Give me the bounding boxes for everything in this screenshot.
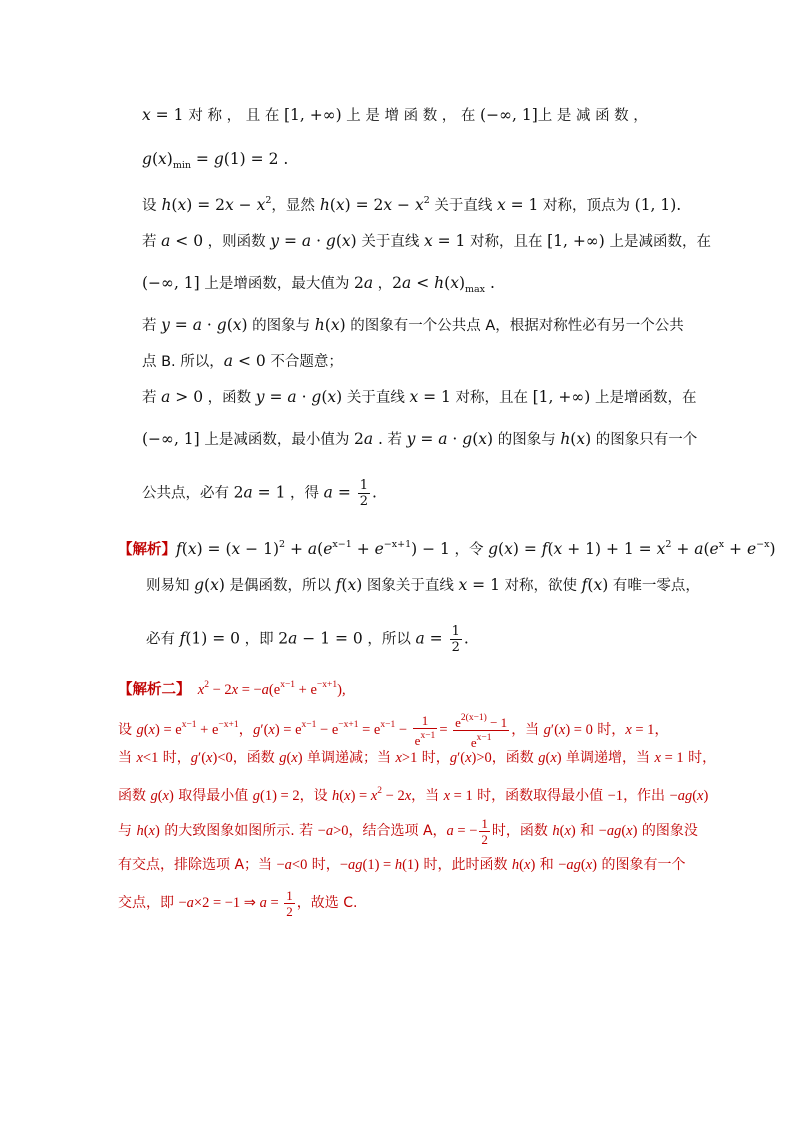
solution-line-10: 公共点，必有 2a = 1 ，得 a = $\frac{1}{2}$ . (142, 478, 377, 509)
solution-line-9: (−∞, 1] 上是减函数，最小值为 2a . 若 y = a · g(x) 的图象与 h(x) 的图象只有一个 (142, 430, 698, 448)
solution-line-7: 点 B. 所以，a < 0 不合题意； (142, 352, 343, 370)
analysis-line-3: 必有 f(1) = 0 ，即 2a − 1 = 0 ，所以 a = $\frac{1}{2}$ . (146, 624, 469, 655)
solution-line-3: 设 $h(x) = 2x - x^2$，显然 $h(x) = 2x - x^2$ 关于直线 x = 1 对称，顶点为 (1, 1). (142, 195, 682, 214)
solution-line-2: $g(x)_{min} = g(1) = 2$ . (142, 150, 289, 171)
solution-line-8: 若 a > 0 ，函数 y = a · g(x) 关于直线 x = 1 对称，且在 [1, +∞) 上是增函数，在 (142, 388, 697, 406)
analysis2-label: 【解析二】 (118, 682, 191, 698)
analysis-line-2: 则易知 g(x) 是偶函数，所以 f(x) 图象关于直线 x = 1 对称，欲使 f(x) 有唯一零点， (146, 576, 700, 594)
analysis2-line-3: 当 x<1 时，g′(x)<0，函数 g(x) 单调递减；当 x>1 时，g′(x)>0，函数 g(x) 单调递增，当 x = 1 时， (118, 750, 717, 766)
analysis2-line-5: 与 h(x) 的大致图象如图所示. 若 −a>0，结合选项 A，a = − $\frac{1}{2}$ 时，函数 h(x) 和 −ag(x) 的图象没 (118, 816, 698, 847)
analysis2-line-2: 设 $g(x) = e^{x-1} + e^{-x+1}$，$g'(x) = e^{x-1} - e^{-x+1} = e^{x-1}$ − $\frac{1}{e^{x-1}}$ = $\frac{e^{2(x-1)} - 1}{e^{x-1}}$ ，当 g′(x) = 0 时，x = 1， (118, 713, 669, 750)
analysis2-line-1: 【解析二】 $x^2 - 2x = -a(e^{x-1} + e^{-x+1})$, (118, 680, 346, 698)
analysis-label: 【解析】 (118, 542, 176, 558)
analysis2-line-6: 有交点，排除选项 A；当 −a<0 时，−ag(1) = h(1) 时，此时函数 h(x) 和 −ag(x) 的图象有一个 (118, 857, 686, 873)
analysis2-line-4: 函数 g(x) 取得最小值 g(1) = 2，设 $h(x) = x^2 - 2x$，当 x = 1 时，函数取得最小值 −1，作出 −ag(x) (118, 786, 709, 804)
solution-line-4: 若 a < 0 ，则函数 y = a · g(x) 关于直线 x = 1 对称，且在 [1, +∞) 上是减函数，在 (142, 232, 711, 250)
solution-line-5: (−∞, 1] 上是增函数，最大值为 2a ，$2a < h(x)_{max}$ . (142, 274, 495, 295)
solution-line-1: x = 1 对 称 ， 且 在 [1, +∞) 上 是 增 函 数 ， 在 (−∞, 1]上 是 减 函 数 ， (142, 106, 648, 124)
solution-line-6: 若 y = a · g(x) 的图象与 h(x) 的图象有一个公共点 A，根据对称性必有另一个公共 (142, 316, 684, 334)
analysis2-line-7: 交点，即 −a×2 = −1 ⇒ a = $\frac{1}{2}$ ，故选 C. (118, 888, 358, 919)
analysis-line-1: 【解析】$f(x) = (x - 1)^2 + a(e^{x-1} + e^{-x+1}) - 1$ ，令 $g(x) = f(x + 1) + 1 = x^2 + a(e^x + e^{-x})$ (118, 539, 776, 558)
